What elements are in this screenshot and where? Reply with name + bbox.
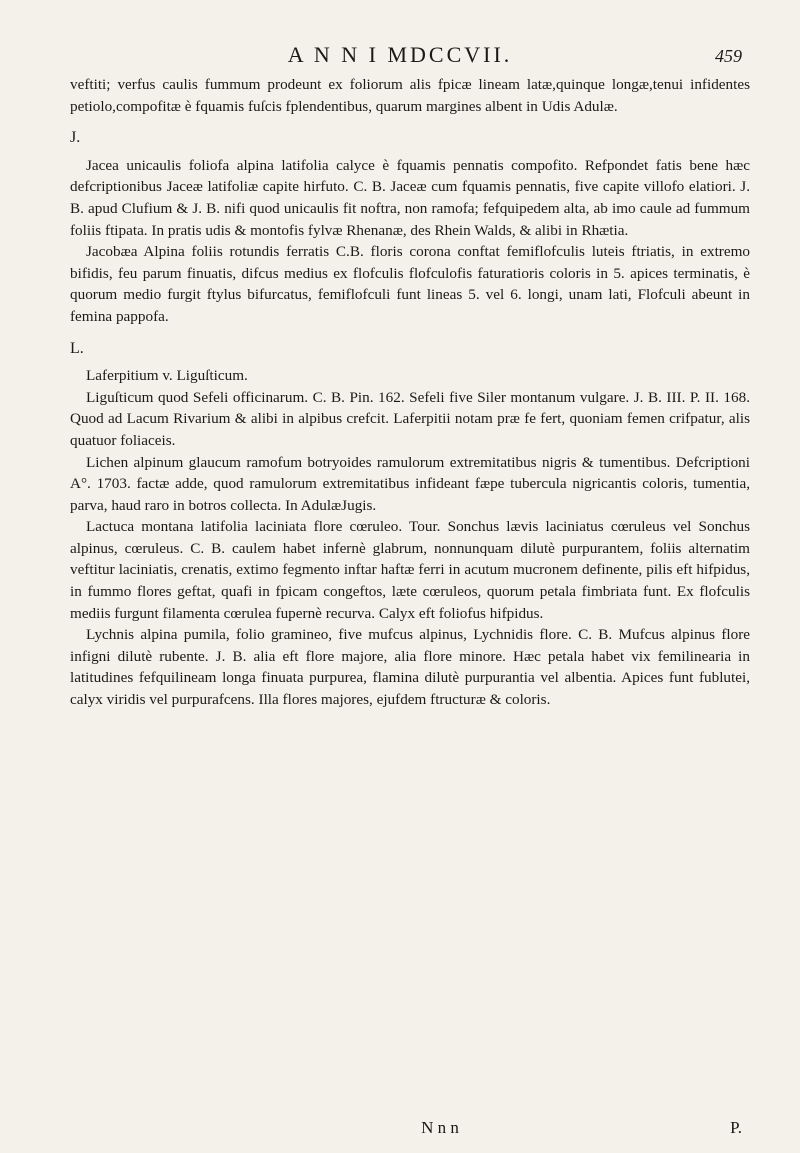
- section-letter-j: J.: [70, 129, 81, 147]
- paragraph-jacobaea: Jacobæa Alpina foliis rotundis ferratis C.B. floris corona conftat femiflofculis luteis ftriatis, in extremo bifidis, feu parum finuatis, difcus medius ex flofculis flofculofis faturatioris coloris in 5. apices terminatis, è quorum medio furgit ftylus bifurcatus, femiflofculi funt lineas 5. vel 6. longi, unam lati, Flofculi abeunt in femina pappofa.: [70, 243, 750, 325]
- running-head: [0, 42, 800, 72]
- signature-mark: N n n: [421, 1118, 459, 1137]
- paragraph-vestiti: veftiti; verfus caulis fummum prodeunt ex foliorum alis fpicæ lineam latæ,quinque longæ,tenui infidentes petiolo,compofitæ è fquamis fuſcis fplendentibus, quarum margines albent in Udis Adulæ.: [70, 76, 750, 115]
- running-head-title: A N N I MDCCVII.: [287, 42, 513, 67]
- catchword: P.: [730, 1118, 742, 1137]
- paragraph-lichen: Lichen alpinum glaucum ramofum botryoides ramulorum extremitatibus nigris & tumentibus. Defcriptioni A°. 1703. factæ adde, quod ramulorum extremitatibus infideant fæpe tubercula nigricantis coloris, tumentia, parva, haud raro in botros collecta. In AdulæJugis.: [70, 453, 750, 514]
- paragraph-laserpitium: Laferpitium v. Liguſticum.: [86, 367, 248, 385]
- body-text: [70, 74, 750, 711]
- paragraph-ligusticum: Liguſticum quod Sefeli officinarum. C. B. Pin. 162. Sefeli five Siler montanum vulgare. J. B. III. P. II. 168. Quod ad Lacum Rivarium & alibi in alpibus crefcit. Laferpitii notam præ fe fert, quoniam femen crifpatur, alis quatuor foliaceis.: [70, 388, 750, 449]
- paragraph-lactuca: Lactuca montana latifolia laciniata flore cœruleo. Tour. Sonchus lævis laciniatus cœruleus vel Sonchus alpinus, cœruleus. C. B. caulem habet infernè glabrum, nonnunquam dilutè purpurantem, foliis alternatim veftitur laciniatis, crenatis, extimo fegmento inftar haftæ ferri in acutum mucronem definente, pilis eft hifpidus, in fummo flores geftat, quafi in fpicam congeftos, læte cœruleos, quorum petala fimbriata funt. Ex flofculis mediis furgunt filamenta cœrulea fupernè recurva. Calyx eft foliofus hifpidus.: [70, 518, 750, 622]
- section-letter-l: L.: [70, 339, 84, 357]
- paragraph-jacea: Jacea unicaulis foliofa alpina latifolia calyce è fquamis pennatis compofito. Refpondet fatis bene hæc defcriptionibus Jaceæ latifoliæ capite hirfuto. C. B. Jaceæ cum fquamis pennatis, five capite villofo elatiori. J. B. apud Clufium & J. B. nifi quod unicaulis fit noftra, non ramofa; fefquipedem alta, ab imo caule ad fummum foliis ftipata. In pratis udis & montofis fylvæ Rhenanæ, des Rhein Walds, & alibi in Rhætia.: [70, 156, 750, 239]
- signature-line: [0, 1118, 800, 1142]
- paragraph-lychnis: Lychnis alpina pumila, folio gramineo, five mufcus alpinus, Lychnidis flore. C. B. Mufcus alpinus flore infigni dilutè rubente. J. B. alia eft flore majore, alia flore minore. Hæc petala habet vix femilinearia in latitudines fefquilineam longa finuata purpurea, flamina dilutè purpurantia vel albentia. Apices funt fublutei, calyx viridis vel purpurafcens. Illa flores majores, ejufdem ftructuræ & coloris.: [70, 626, 750, 709]
- page-number: 459: [715, 46, 742, 66]
